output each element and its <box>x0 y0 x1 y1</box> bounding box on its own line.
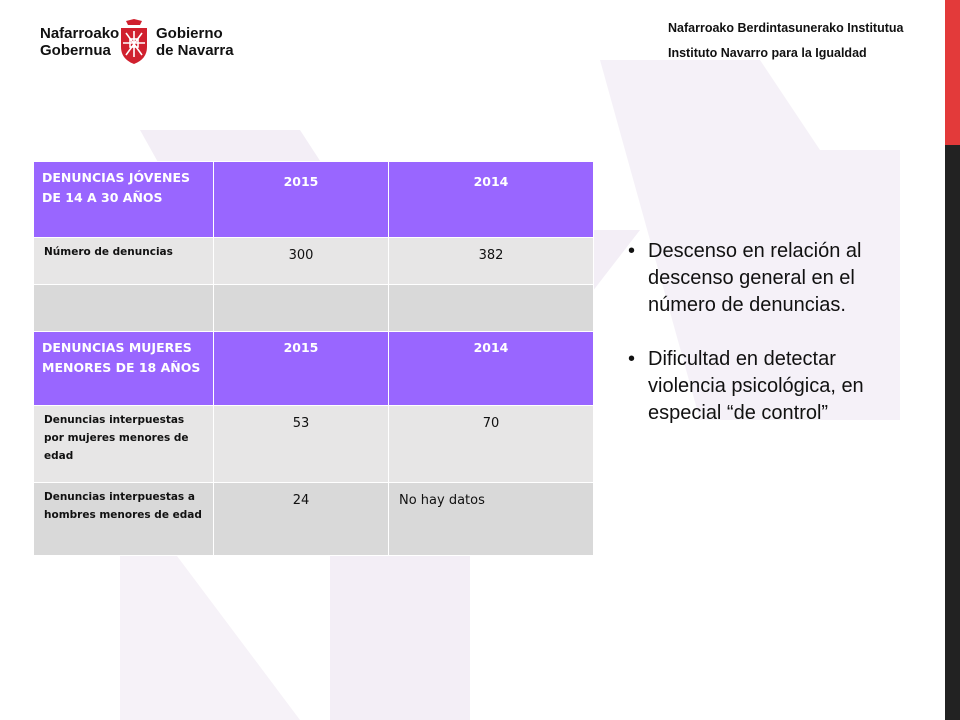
government-logo <box>40 18 236 66</box>
table-cell <box>389 285 594 332</box>
table-header-cell: DENUNCIAS MUJERES MENORES DE 18 AÑOS <box>34 332 214 406</box>
accent-bar <box>945 0 960 145</box>
table-row <box>34 285 594 332</box>
bullet-item <box>624 346 904 427</box>
bullet-list <box>624 238 904 427</box>
table-cell <box>214 285 389 332</box>
table-header-cell: 2014 <box>389 162 594 238</box>
table-header-row <box>34 332 594 406</box>
table-cell: Denuncias interpuestas por mujeres menores de edad <box>34 406 214 483</box>
denuncias-table <box>33 161 594 556</box>
table-header-cell: 2015 <box>214 162 389 238</box>
table-row <box>34 238 594 285</box>
table-header-cell: DENUNCIAS JÓVENES DE 14 A 30 AÑOS <box>34 162 214 238</box>
bullet-text: Descenso en relación al descenso general en el número de denuncias. <box>648 240 862 316</box>
logo-text-basque: Nafarroako Gobernua <box>40 25 120 59</box>
table-row <box>34 483 594 556</box>
table-header-cell: 2015 <box>214 332 389 406</box>
table-cell <box>34 285 214 332</box>
navarra-shield-icon <box>118 19 150 65</box>
logo-text-spanish: Gobierno de Navarra <box>156 25 234 59</box>
table-cell: 382 <box>389 238 594 285</box>
table-cell: Número de denuncias <box>34 238 214 285</box>
table-header-cell: 2014 <box>389 332 594 406</box>
side-bar <box>945 145 960 720</box>
table-cell: 53 <box>214 406 389 483</box>
table-cell: 24 <box>214 483 389 556</box>
bullet-item <box>624 238 904 319</box>
table-cell: No hay datos <box>389 483 594 556</box>
table-row <box>34 406 594 483</box>
bullet-text: Dificultad en detectar violencia psicológica, en especial “de control” <box>648 348 864 424</box>
table-header-row <box>34 162 594 238</box>
institute-name-spanish: Instituto Navarro para la Igualdad <box>668 46 867 60</box>
bullet-dot: • <box>628 348 636 370</box>
table-cell: 300 <box>214 238 389 285</box>
table-cell: 70 <box>389 406 594 483</box>
bullet-dot: • <box>628 240 636 262</box>
institute-name-basque: Nafarroako Berdintasunerako Institutua <box>668 21 904 35</box>
table-cell: Denuncias interpuestas a hombres menores de edad <box>34 483 214 556</box>
